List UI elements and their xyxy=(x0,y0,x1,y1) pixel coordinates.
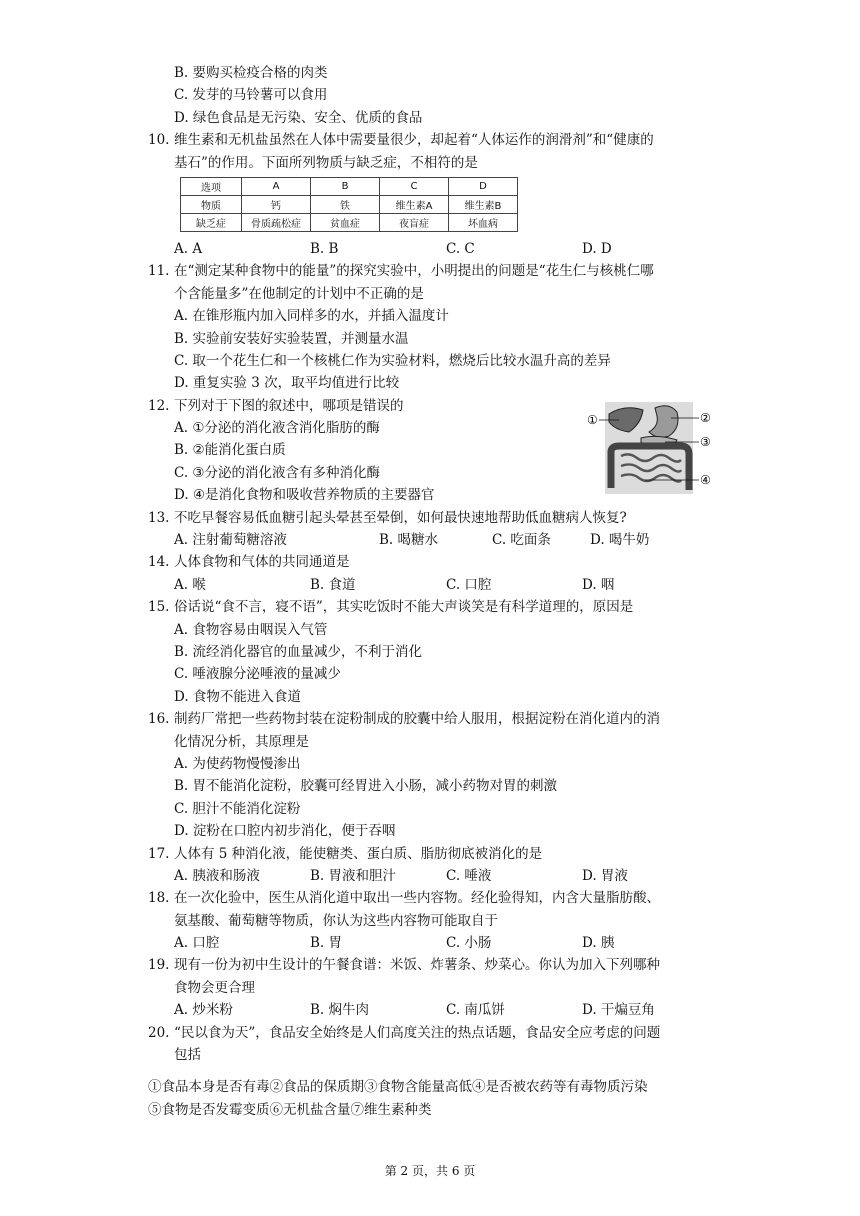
q15-option-d: D. 食物不能进入食道 xyxy=(174,688,301,705)
q13-option-d: D. 喝牛奶 xyxy=(590,532,650,549)
table-cell: D xyxy=(449,177,518,195)
q10-stem-2: 基石”的作用。下面所列物质与缺乏症，不相符的是 xyxy=(174,154,478,171)
q11-option-b: B. 实验前安装好实验装置，并测量水温 xyxy=(174,330,409,347)
q10-option-b: B. B xyxy=(310,240,339,257)
q18-number: 18. xyxy=(148,890,170,907)
table-row xyxy=(181,195,518,213)
q19-option-a: A. 炒米粉 xyxy=(174,1002,233,1019)
q14-option-d: D. 咽 xyxy=(582,576,615,593)
table-cell: 维生素B xyxy=(449,195,518,213)
q17-option-b: B. 胃液和胆汁 xyxy=(310,867,397,884)
q18-stem-2: 氨基酸、葡萄糖等物质，你认为这些内容物可能取自于 xyxy=(174,912,498,929)
table-cell: C xyxy=(380,177,449,195)
question-18 xyxy=(148,887,720,954)
table-cell: 缺乏症 xyxy=(181,213,242,231)
table-cell: 选项 xyxy=(181,177,242,195)
q14-option-b: B. 食道 xyxy=(310,576,356,593)
q19-stem-1: 现有一份为初中生设计的午餐食谱：米饭、炸薯条、炒菜心。你认为加入下列哪种 xyxy=(174,957,660,974)
q16-option-d: D. 淀粉在口腔内初步消化，便于吞咽 xyxy=(174,823,396,840)
table-cell: 钙 xyxy=(242,195,311,213)
question-13 xyxy=(148,507,720,552)
q9-option-d: D. 绿色食品是无污染、安全、优质的食品 xyxy=(174,109,423,126)
q15-option-b: B. 流经消化器官的血量减少，不利于消化 xyxy=(174,643,423,660)
page-footer: 第 2 页，共 6 页 xyxy=(384,1164,476,1178)
q14-option-a: A. 喉 xyxy=(174,576,206,593)
q19-option-b: B. 焖牛肉 xyxy=(310,1002,370,1019)
question-19 xyxy=(148,954,720,1021)
q18-option-a: A. 口腔 xyxy=(174,935,220,952)
q10-stem-1: 维生素和无机盐虽然在人体中需要量很少，却起着“人体运作的润滑剂”和“健康的 xyxy=(174,132,654,149)
q15-number: 15. xyxy=(148,599,170,616)
q13-option-a: A. 注射葡萄糖溶液 xyxy=(174,532,287,549)
q11-stem-1: 在“测定某种食物中的能量”的探究实验中，小明提出的问题是“花生仁与核桃仁哪 xyxy=(174,263,654,280)
digestive-system-figure xyxy=(585,400,715,496)
q13-number: 13. xyxy=(148,509,170,526)
q19-option-c: C. 南瓜饼 xyxy=(446,1002,505,1019)
table-row xyxy=(181,177,518,195)
q11-option-d: D. 重复实验 3 次，取平均值进行比较 xyxy=(174,375,400,392)
figure-label-2: ② xyxy=(700,411,711,425)
q17-number: 17. xyxy=(148,845,170,862)
q17-stem: 人体有 5 种消化液，能使糖类、蛋白质、脂肪彻底被消化的是 xyxy=(174,845,543,862)
q20-stem-2: 包括 xyxy=(174,1047,201,1064)
q12-option-b: B. ②能消化蛋白质 xyxy=(174,442,286,459)
q16-stem-2: 化情况分析，其原理是 xyxy=(174,733,309,750)
table-cell: 维生素A xyxy=(380,195,449,213)
q14-options xyxy=(148,574,720,596)
q12-option-c: C. ③分泌的消化液含有多种消化酶 xyxy=(174,464,381,481)
q10-option-c: C. C xyxy=(446,240,475,257)
q9-option-c: C. 发芽的马铃薯可以食用 xyxy=(174,87,328,104)
vitamin-table xyxy=(180,177,518,232)
question-17 xyxy=(148,843,720,888)
q20-items-2: ⑤食物是否发霉变质⑥无机盐含量⑦维生素种类 xyxy=(148,1101,432,1118)
figure-label-3: ③ xyxy=(700,435,711,449)
table-cell: 骨质疏松症 xyxy=(242,213,311,231)
q17-option-d: D. 胃液 xyxy=(582,867,628,884)
q17-option-a: A. 胰液和肠液 xyxy=(174,867,260,884)
q18-option-b: B. 胃 xyxy=(310,935,343,952)
q12-option-d: D. ④是消化食物和吸收营养物质的主要器官 xyxy=(174,487,435,504)
q16-option-c: C. 胆汁不能消化淀粉 xyxy=(174,800,301,817)
q16-stem-1: 制药厂常把一些药物封装在淀粉制成的胶囊中给人服用，根据淀粉在消化道内的消 xyxy=(174,711,660,728)
q15-option-a: A. 食物容易由咽误入气管 xyxy=(174,621,328,638)
table-cell: 夜盲症 xyxy=(380,213,449,231)
q19-options xyxy=(148,999,720,1021)
table-cell: 铁 xyxy=(311,195,380,213)
q13-options xyxy=(148,529,720,551)
q12-option-a: A. ①分泌的消化液含消化脂肪的酶 xyxy=(174,420,380,437)
q13-option-b: B. 喝糖水 xyxy=(379,532,439,549)
q14-stem: 人体食物和气体的共同通道是 xyxy=(174,554,350,571)
q19-option-d: D. 干煸豆角 xyxy=(582,1002,655,1019)
q18-options xyxy=(148,932,720,954)
q15-option-c: C. 唾液腺分泌唾液的量减少 xyxy=(174,666,341,683)
q15-stem: 俗话说“食不言，寝不语”，其实吃饭时不能大声谈笑是有科学道理的，原因是 xyxy=(174,599,634,616)
table-cell: B xyxy=(311,177,380,195)
question-list xyxy=(148,62,720,1121)
q10-number: 10. xyxy=(148,132,170,149)
question-15 xyxy=(148,596,720,708)
q18-option-c: C. 小肠 xyxy=(446,935,492,952)
q16-option-a: A. 为使药物慢慢渗出 xyxy=(174,755,301,772)
q18-option-d: D. 胰 xyxy=(582,935,615,952)
q11-option-a: A. 在锥形瓶内加入同样多的水，并插入温度计 xyxy=(174,308,449,325)
figure-label-1: ① xyxy=(587,413,598,427)
q14-number: 14. xyxy=(148,554,170,571)
q19-number: 19. xyxy=(148,957,170,974)
q12-number: 12. xyxy=(148,397,170,414)
q19-stem-2: 食物会更合理 xyxy=(174,979,255,996)
q11-option-c: C. 取一个花生仁和一个核桃仁作为实验材料，燃烧后比较水温升高的差异 xyxy=(174,352,611,369)
q13-option-c: C. 吃面条 xyxy=(492,532,551,549)
q12-stem: 下列对于下图的叙述中，哪项是错误的 xyxy=(174,397,404,414)
q18-stem-1: 在一次化验中，医生从消化道中取出一些内容物。经化验得知，内含大量脂肪酸、 xyxy=(174,890,660,907)
q20-items-1: ①食品本身是否有毒②食品的保质期③食物含能量高低④是否被农药等有毒物质污染 xyxy=(148,1079,648,1096)
question-11 xyxy=(148,260,720,394)
figure-label-4: ④ xyxy=(700,473,711,487)
q10-option-d: D. D xyxy=(582,240,612,257)
question-14 xyxy=(148,551,720,596)
table-cell: 贫血症 xyxy=(311,213,380,231)
q10-option-a: A. A xyxy=(174,240,203,257)
q16-number: 16. xyxy=(148,711,170,728)
table-cell: 坏血病 xyxy=(449,213,518,231)
q20-number: 20. xyxy=(148,1024,170,1041)
q9-option-b: B. 要购买检疫合格的肉类 xyxy=(174,65,328,81)
q17-options xyxy=(148,865,720,887)
table-cell: A xyxy=(242,177,311,195)
q20-stem-1: “民以食为天”，食品安全始终是人们高度关注的热点话题，食品安全应考虑的问题 xyxy=(174,1024,661,1041)
question-10 xyxy=(148,129,720,260)
q16-option-b: B. 胃不能消化淀粉，胶囊可经胃进入小肠，减小药物对胃的刺激 xyxy=(174,778,558,795)
q17-option-c: C. 唾液 xyxy=(446,867,492,884)
q14-option-c: C. 口腔 xyxy=(446,576,492,593)
q11-number: 11. xyxy=(148,263,170,280)
question-16 xyxy=(148,708,720,842)
q13-stem: 不吃早餐容易低血糖引起头晕甚至晕倒，如何最快速地帮助低血糖病人恢复? xyxy=(174,509,627,526)
q11-stem-2: 个含能量多”在他制定的计划中不正确的是 xyxy=(174,285,424,302)
table-cell: 物质 xyxy=(181,195,242,213)
table-row xyxy=(181,213,518,231)
question-20 xyxy=(148,1022,720,1122)
q10-options xyxy=(148,238,720,260)
